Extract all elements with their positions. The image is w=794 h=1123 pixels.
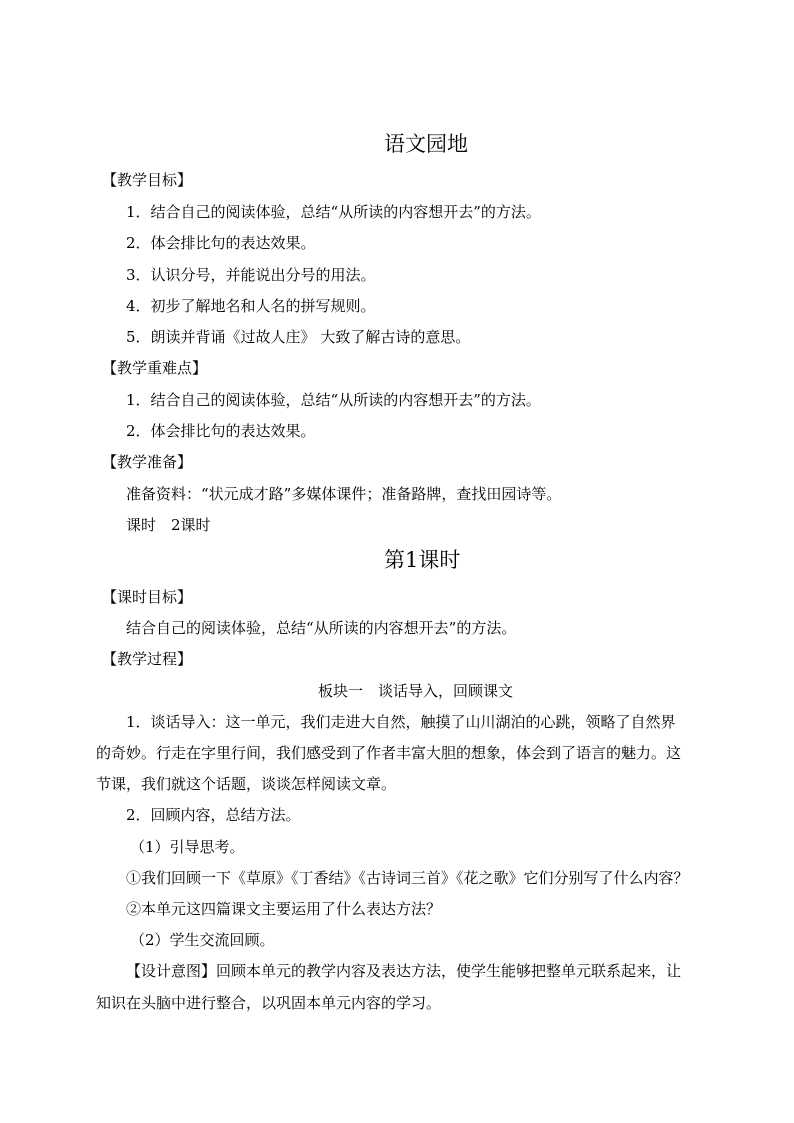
paragraph-line: 的奇妙。行走在字里行间，我们感受到了作者丰富大胆的想象，体会到了语言的魅力。这 [96,744,682,762]
goal-item: 5．朗读并背诵《过故人庄》 大致了解古诗的意思。 [126,328,471,346]
prep-heading: 【教学准备】 [102,453,193,471]
step-line: （2）学生交流回顾。 [130,931,275,949]
section-title: 板块一 谈话导入，回顾课文 [318,682,514,700]
goal-item: 2．体会排比句的表达效果。 [126,234,316,252]
goal-item: 3．认识分号，并能说出分号的用法。 [126,266,376,284]
paragraph-line: 1．谈话导入：这一单元，我们走进大自然，触摸了山川湖泊的心跳，领略了自然界 [126,713,676,731]
prep-text: 准备资料：“状元成才路”多媒体课件；准备路牌，查找田园诗等。 [126,485,562,503]
key-point-item: 1．结合自己的阅读体验，总结“从所读的内容想开去”的方法。 [126,391,541,409]
goal-item: 1．结合自己的阅读体验，总结“从所读的内容想开去”的方法。 [126,203,541,221]
lesson-goal-heading: 【课时目标】 [102,588,193,606]
goal-item: 4．初步了解地名和人名的拼写规则。 [126,297,376,315]
lesson-goal: 结合自己的阅读体验，总结“从所读的内容想开去”的方法。 [126,619,517,637]
page-title: 语文园地 [384,132,468,156]
class-hours: 课时 2课时 [126,516,211,534]
design-intent-line: 【设计意图】回顾本单元的教学内容及表达方法，使学生能够把整单元联系起来，让 [126,962,682,980]
paragraph-line: 节课，我们就这个话题，谈谈怎样阅读文章。 [96,775,397,793]
key-points-heading: 【教学重难点】 [102,359,208,377]
question-line: ①我们回顾一下《草原》《丁香结》《古诗词三首》《花之歌》它们分别写了什么内容？ [126,869,689,887]
question-line: ②本单元这四篇课文主要运用了什么表达方法？ [126,900,442,918]
step-line: （1）引导思考。 [130,838,245,856]
goals-heading: 【教学目标】 [102,171,193,189]
lesson-title: 第1课时 [384,548,461,572]
paragraph-line: 2．回顾内容，总结方法。 [126,806,301,824]
process-heading: 【教学过程】 [102,650,193,668]
key-point-item: 2．体会排比句的表达效果。 [126,422,316,440]
design-intent-line: 知识在头脑中进行整合，以巩固本单元内容的学习。 [96,994,442,1012]
